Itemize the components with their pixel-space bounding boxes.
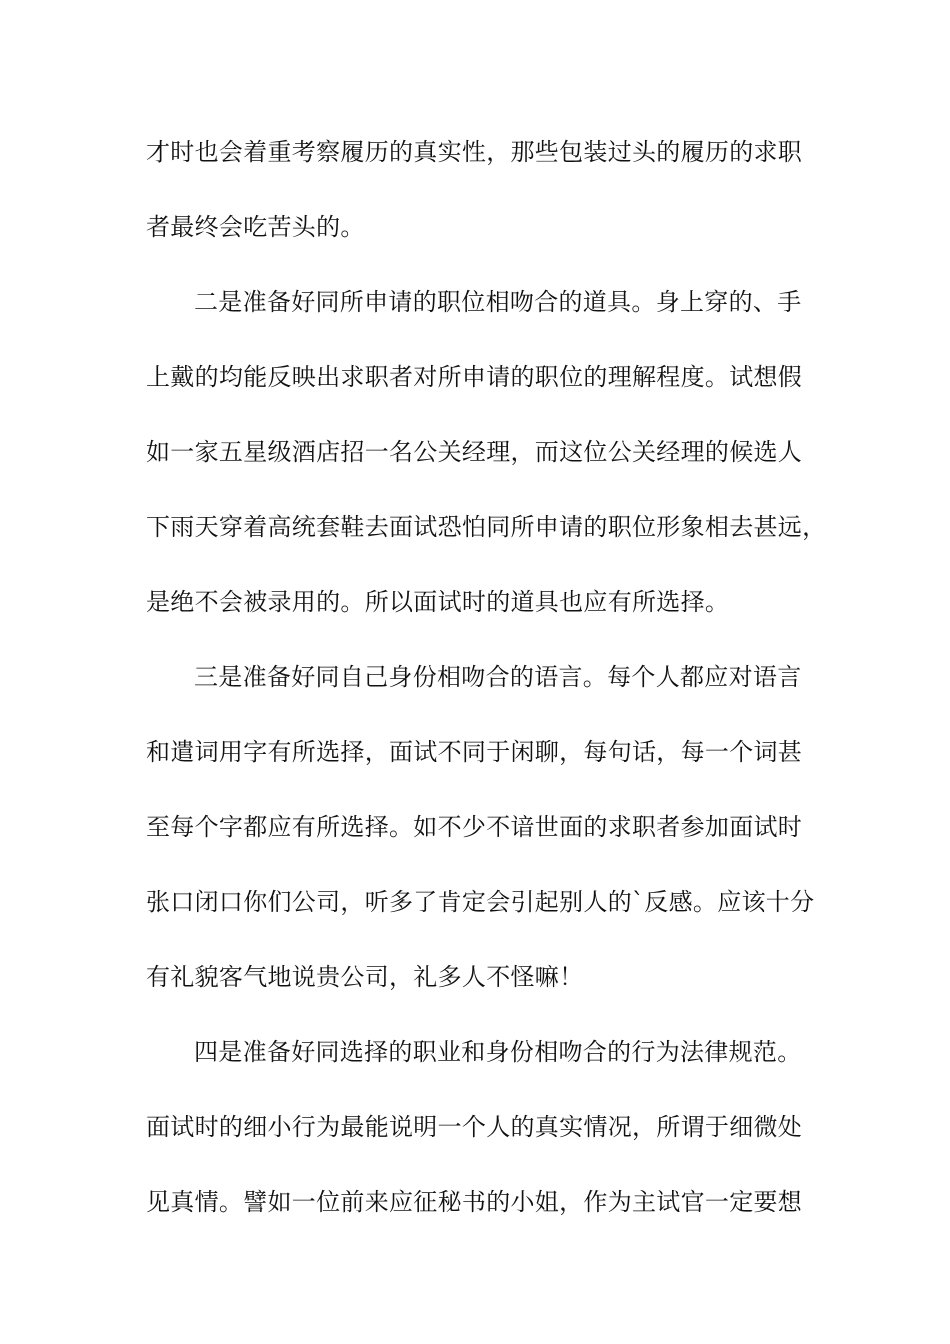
text-line-10: 至每个字都应有所选择。如不少不谙世面的求职者参加面试时 <box>146 813 803 841</box>
text-line-7: 是绝不会被录用的。所以面试时的道具也应有所选择。 <box>146 588 730 616</box>
text-line-1: 才时也会着重考察履历的真实性，那些包装过头的履历的求职 <box>146 138 803 166</box>
text-line-14: 面试时的细小行为最能说明一个人的真实情况，所谓于细微处 <box>146 1113 803 1141</box>
text-line-2: 者最终会吃苦头的。 <box>146 213 365 241</box>
text-line-5: 如一家五星级酒店招一名公关经理，而这位公关经理的候选人 <box>146 438 803 466</box>
text-line-13: 四是准备好同选择的职业和身份相吻合的行为法律规范。 <box>194 1038 802 1066</box>
text-line-8: 三是准备好同自己身份相吻合的语言。每个人都应对语言 <box>194 663 802 691</box>
text-line-4: 上戴的均能反映出求职者对所申请的职位的理解程度。试想假 <box>146 363 803 391</box>
text-line-15: 见真情。譬如一位前来应征秘书的小姐，作为主试官一定要想 <box>146 1188 803 1216</box>
text-line-12: 有礼貌客气地说贵公司，礼多人不怪嘛！ <box>146 963 584 991</box>
body-text <box>146 128 836 1253</box>
text-line-9: 和遣词用字有所选择，面试不同于闲聊，每句话，每一个词甚 <box>146 738 803 766</box>
text-line-3: 二是准备好同所申请的职位相吻合的道具。身上穿的、手 <box>194 288 802 316</box>
text-line-6: 下雨天穿着高统套鞋去面试恐怕同所申请的职位形象相去甚远， <box>146 513 827 541</box>
text-line-11: 张口闭口你们公司，听多了肯定会引起别人的`反感。应该十分 <box>146 888 815 916</box>
